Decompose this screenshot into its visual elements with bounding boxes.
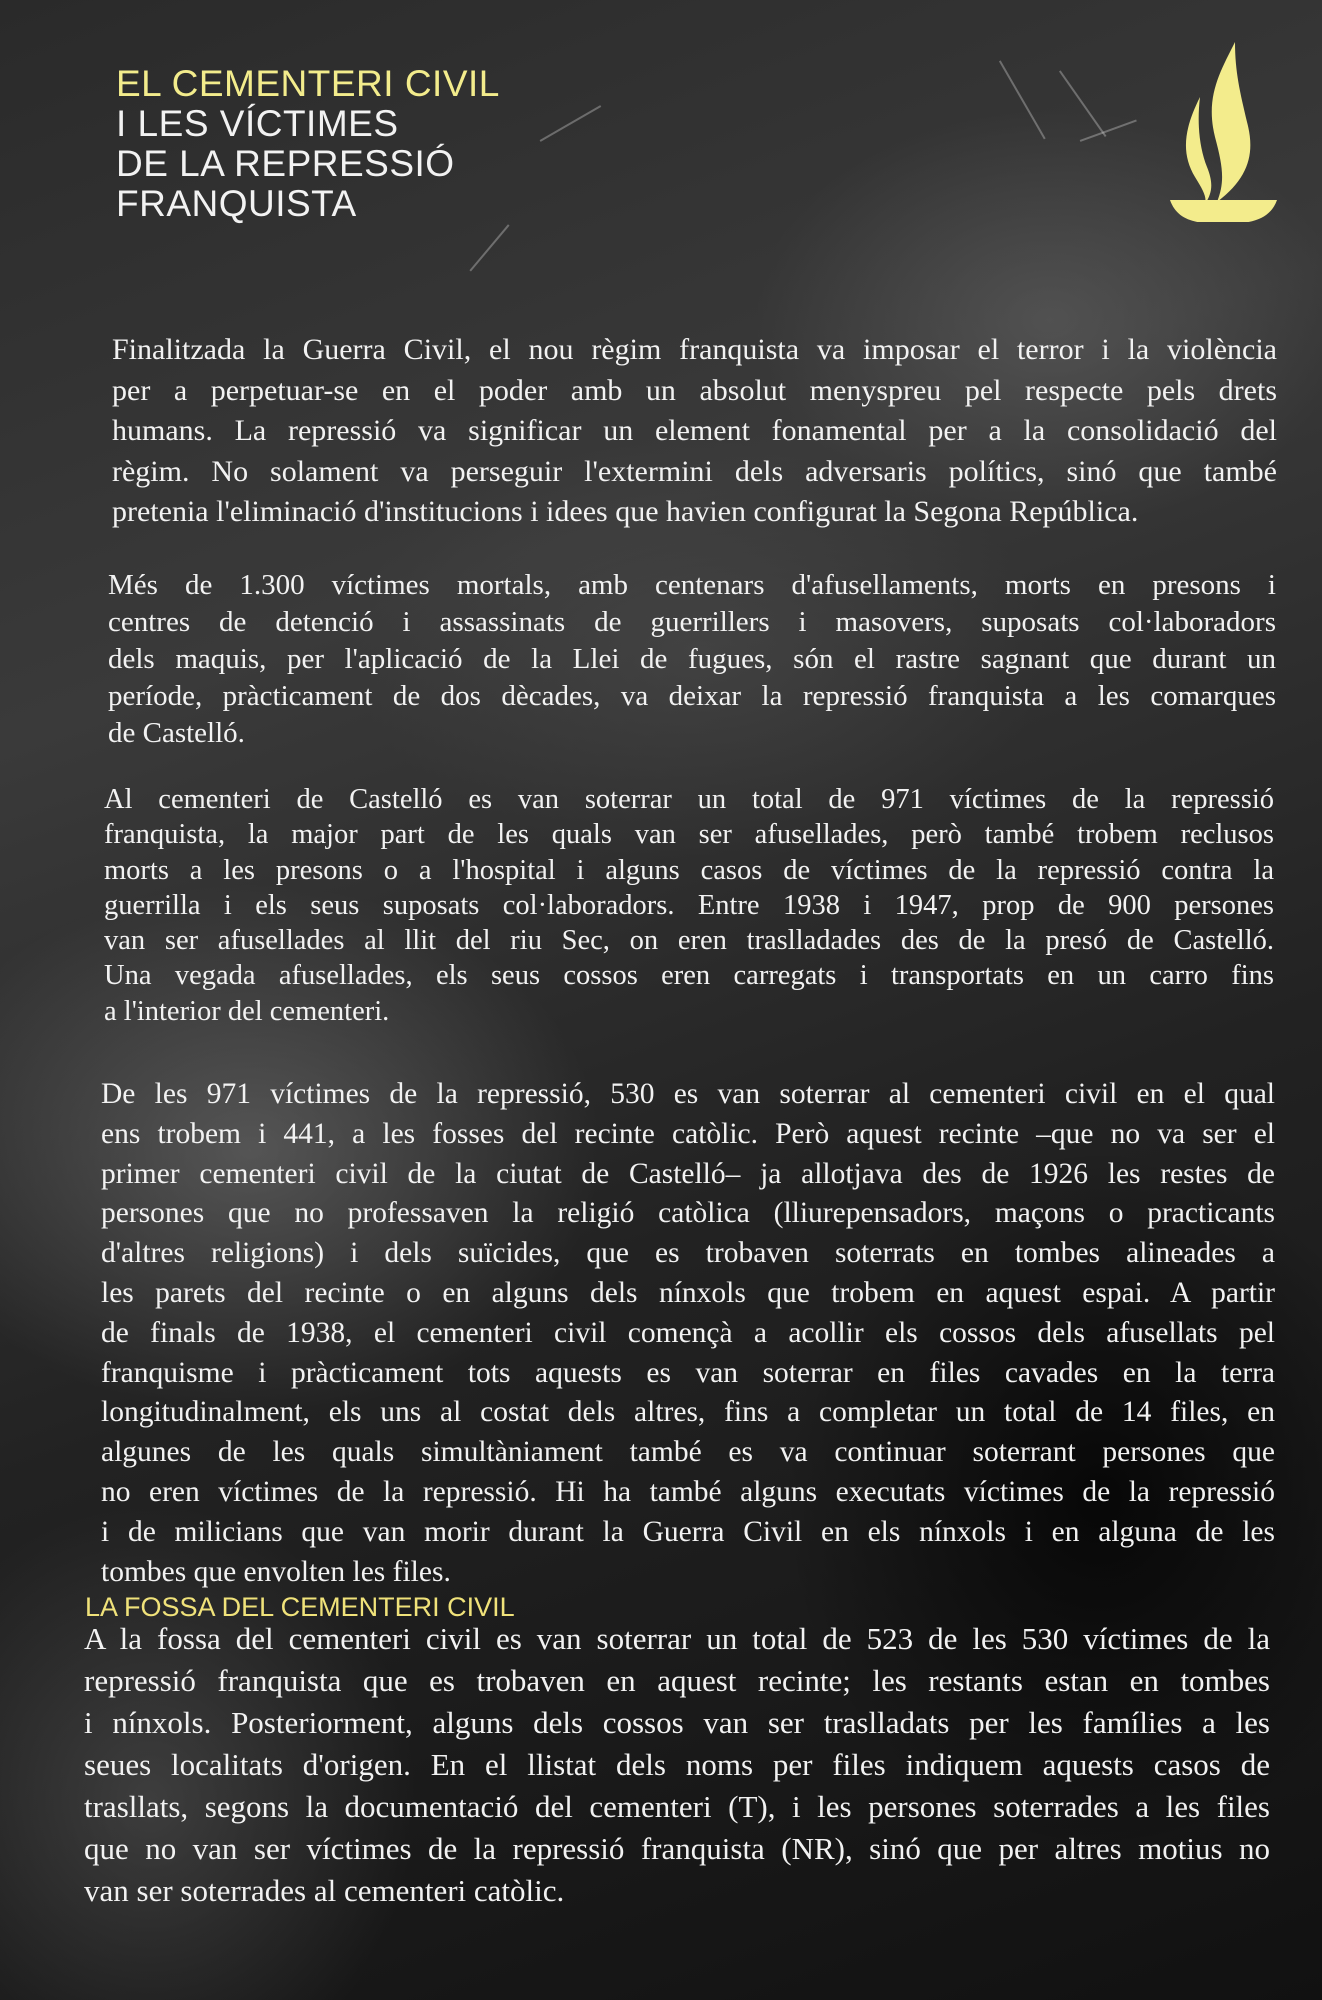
text-line: Al cementeri de Castelló es van soterrar un total de 971 víctimes de la repressió	[104, 784, 1274, 815]
text-line: i nínxols. Posteriorment, alguns dels cossos van ser traslladats per les famílies a les	[84, 1705, 1270, 1740]
text-line: a l'interior del cementeri.	[104, 995, 390, 1027]
page-title	[116, 64, 500, 224]
text-line: van ser afusellades al llit del riu Sec, on eren traslladades des de la presó de Castelló.	[104, 925, 1274, 957]
text-line: trasllats, segons la documentació del cementeri (T), i les persones soterrades a les files	[84, 1789, 1270, 1824]
text-line: guerrilla i els seus suposats col·laboradors. Entre 1938 i 1947, prop de 900 persones	[104, 889, 1274, 921]
title-line-1: EL CEMENTERI CIVIL	[116, 63, 500, 104]
text-line: Més de 1.300 víctimes mortals, amb centenars d'afusellaments, morts en presons i	[108, 569, 1276, 601]
text-line: període, pràcticament de dos dècades, va deixar la repressió franquista a les comarques	[108, 680, 1276, 712]
text-line: primer cementeri civil de la ciutat de Castelló– ja allotjava des de 1926 les restes de	[101, 1157, 1275, 1190]
section-heading: LA FOSSA DEL CEMENTERI CIVIL	[85, 1592, 515, 1622]
paragraph-intro	[112, 330, 1277, 533]
text-line: longitudinalment, els uns al costat dels altres, fins a completar un total de 14 files, en	[101, 1396, 1275, 1429]
paragraph-civil-cemetery	[101, 1075, 1275, 1592]
text-line: d'altres religions) i dels suïcides, que es trobaven soterrats en tombes alineades a	[101, 1237, 1275, 1270]
text-line: per a perpetuar-se en el poder amb un absolut menyspreu pel respecte pels drets	[112, 373, 1277, 407]
scratch-mark	[999, 60, 1045, 139]
text-line: seues localitats d'origen. En el llistat dels noms per files indiquem aquests casos de	[84, 1747, 1270, 1782]
flame-lamp-icon	[1165, 42, 1280, 222]
text-line: les parets del recinte o en alguns dels nínxols que trobem en aquest espai. A partir	[101, 1276, 1275, 1309]
text-line: pretenia l'eliminació d'institucions i idees que havien configurat la Segona República.	[112, 495, 1139, 528]
paragraph-mass-grave	[84, 1618, 1270, 1912]
text-line: humans. La repressió va significar un element fonamental per a la consolidació del	[112, 414, 1277, 447]
scratch-mark	[1080, 120, 1137, 142]
text-line: de finals de 1938, el cementeri civil començà a acollir els cossos dels afusellats pel	[101, 1316, 1275, 1349]
paragraph-victims	[108, 567, 1276, 752]
text-line: i de milicians que van morir durant la Guerra Civil en els nínxols i en alguna de les	[101, 1515, 1275, 1548]
scratch-mark	[1059, 70, 1106, 136]
text-line: franquista, la major part de les quals van ser afusellades, però també trobem reclusos	[104, 819, 1274, 851]
text-line: tombes que envolten les files.	[101, 1555, 451, 1588]
title-line-3: DE LA REPRESSIÓ	[116, 143, 455, 184]
text-line: dels maquis, per l'aplicació de la Llei de fugues, són el rastre sagnant que durant un	[108, 643, 1276, 675]
text-line: franquisme i pràcticament tots aquests es van soterrar en files cavades en la terra	[101, 1356, 1275, 1389]
scratch-mark	[469, 224, 509, 271]
text-line: règim. No solament va perseguir l'extermini dels adversaris polítics, sinó que també	[112, 454, 1277, 488]
scratch-mark	[540, 105, 601, 141]
title-line-4: FRANQUISTA	[116, 183, 357, 224]
text-line: de Castelló.	[108, 717, 245, 749]
text-line: no eren víctimes de la repressió. Hi ha també alguns executats víctimes de la repressió	[101, 1475, 1275, 1508]
text-line: van ser soterrades al cementeri catòlic.	[84, 1873, 565, 1908]
text-line: persones que no professaven la religió catòlica (lliurepensadors, maçons o practicants	[101, 1197, 1275, 1230]
text-line: morts a les presons o a l'hospital i alguns casos de víctimes de la repressió contra la	[104, 854, 1274, 886]
text-line: repressió franquista que es trobaven en aquest recinte; les restants estan en tombes	[84, 1663, 1270, 1698]
paragraph-castello-cemetery	[104, 782, 1274, 1029]
text-line: Una vegada afusellades, els seus cossos eren carregats i transportats en un carro fins	[104, 960, 1274, 992]
text-line: algunes de les quals simultàniament també es va continuar soterrant persones que	[101, 1436, 1275, 1469]
text-line: centres de detenció i assassinats de guerrillers i masovers, suposats col·laboradors	[108, 606, 1276, 638]
text-line: A la fossa del cementeri civil es van soterrar un total de 523 de les 530 víctimes de la	[84, 1621, 1270, 1656]
text-line: Finalitzada la Guerra Civil, el nou règim franquista va imposar el terror i la violència	[112, 333, 1277, 366]
text-line: ens trobem i 441, a les fosses del recinte catòlic. Però aquest recinte –que no va ser el	[101, 1117, 1275, 1150]
text-line: De les 971 víctimes de la repressió, 530 es van soterrar al cementeri civil en el qual	[101, 1078, 1275, 1110]
title-line-2: I LES VÍCTIMES	[116, 103, 399, 144]
text-line: que no van ser víctimes de la repressió franquista (NR), sinó que per altres motius no	[84, 1831, 1270, 1866]
